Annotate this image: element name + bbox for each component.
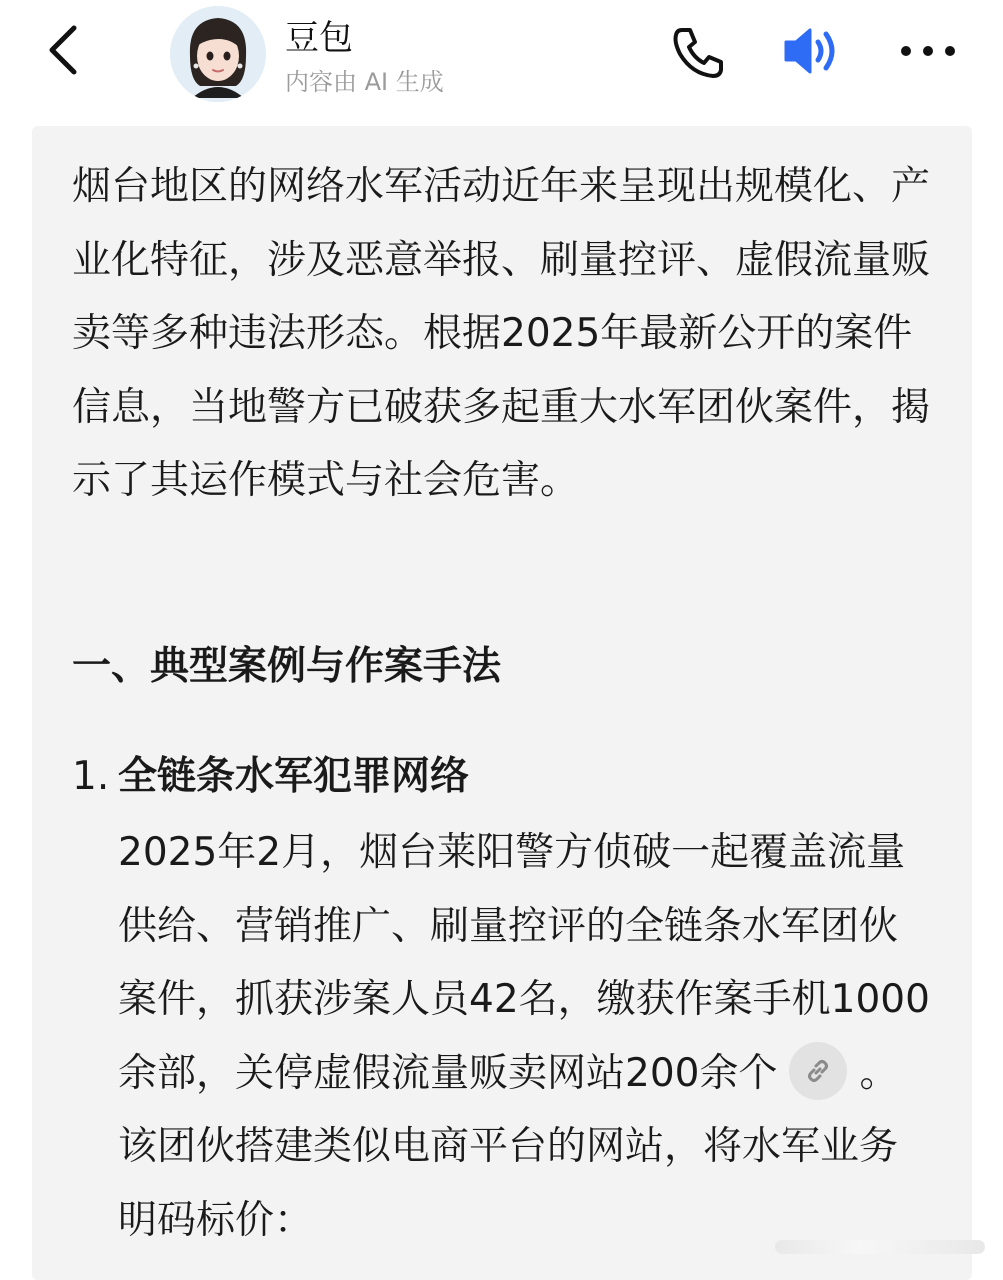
intro-paragraph: 烟台地区的网络水军活动近年来呈现出规模化、产业化特征，涉及恶意举报、刷量控评、虚假流量贩卖等多种违法形态。根据2025年最新公开的案件信息，当地警方已破获多起重大水军团伙案件，揭示了其运作模式与社会危害。 xyxy=(72,164,931,503)
avatar-illustration xyxy=(170,6,266,102)
more-options-button[interactable] xyxy=(898,36,958,66)
section-heading: 一、典型案例与作案手法 xyxy=(72,644,502,689)
message-content xyxy=(72,150,932,518)
call-button[interactable] xyxy=(668,24,726,80)
link-icon xyxy=(804,1057,832,1085)
speaker-icon xyxy=(780,22,846,80)
list-item-title: 全链条水军犯罪网络 xyxy=(118,754,470,799)
voice-playback-button[interactable] xyxy=(780,22,846,80)
ai-generated-label: 内容由 AI 生成 xyxy=(285,68,444,96)
chat-header xyxy=(0,0,1003,125)
bot-name: 豆包 xyxy=(285,18,353,58)
back-arrow-icon xyxy=(40,20,90,80)
list-item-body-text: 2025年2月，烟台莱阳警方侦破一起覆盖流量供给、营销推广、刷量控评的全链条水军团伙案件，抓获涉案人员42名，缴获作案手机1000余部，关停虚假流量贩卖网站200余个 xyxy=(118,830,930,1096)
list-item-number: 1. xyxy=(72,754,110,799)
home-indicator xyxy=(775,1240,985,1254)
list-item-body-text-continued: 。该团伙搭建类似电商平台的网站，将水军业务明码标价： xyxy=(118,1050,899,1243)
avatar[interactable] xyxy=(170,6,266,102)
list-item-body xyxy=(118,816,930,1257)
more-icon xyxy=(898,36,958,66)
reference-link-button[interactable] xyxy=(789,1042,847,1100)
back-button[interactable] xyxy=(40,20,90,80)
phone-icon xyxy=(668,24,726,80)
